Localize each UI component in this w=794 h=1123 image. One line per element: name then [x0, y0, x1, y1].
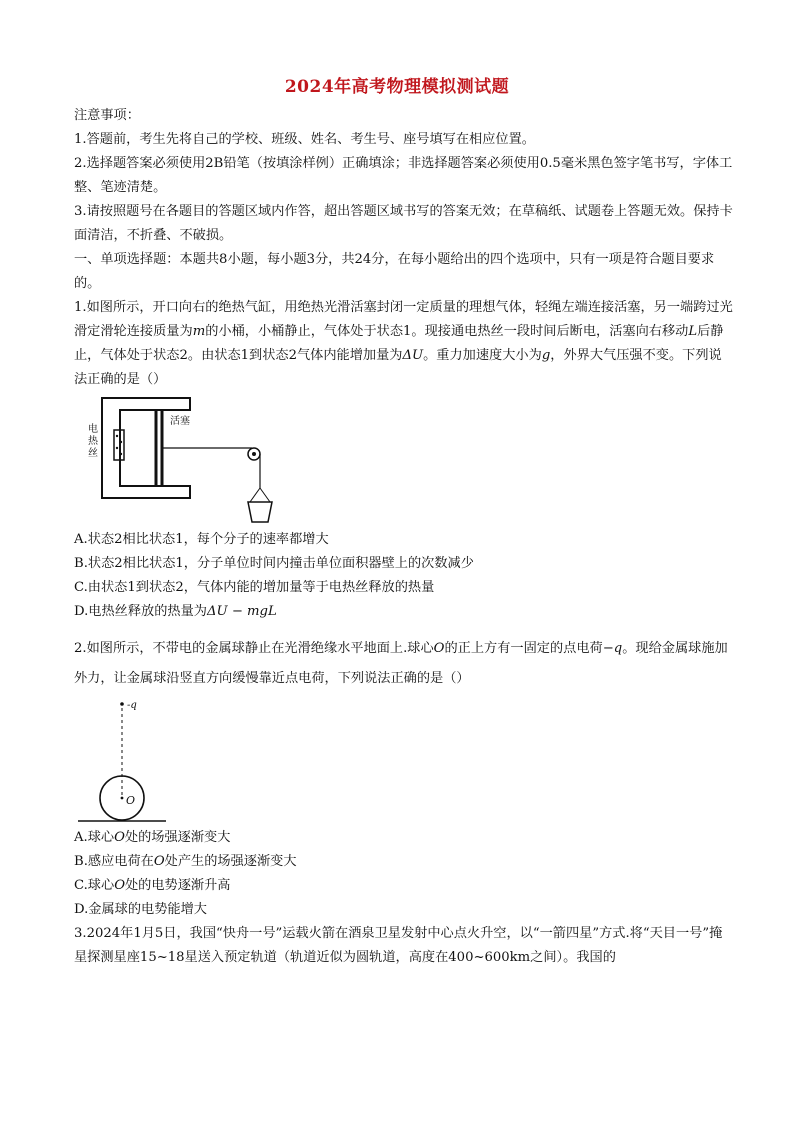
q2-option-text: B.感应电荷在: [74, 854, 154, 869]
q1-stem-part: 后静止，气体处于状态2。由状态1到状态2气体内能增加量为: [74, 324, 724, 363]
q1-option: A.状态2相比状态1，每个分子的速率都增大: [74, 532, 329, 547]
q1-stem-part: 的小桶，小桶静止，气体处于状态1。现接通电热丝一段时间后断电，活塞向右移动: [205, 324, 689, 339]
page-title: 2024年高考物理模拟测试题: [284, 77, 510, 97]
q2-option-text: 处的场强逐渐变大: [124, 830, 231, 845]
q2-option: [74, 850, 734, 874]
piston-label: 活塞: [170, 416, 190, 427]
q1-option: C.由状态1到状态2，气体内能的增加量等于电热丝释放的热量: [74, 580, 435, 595]
question-1-stem: [74, 296, 734, 392]
notice-item: 3.请按照题号在各题目的答题区域内作答，超出答题区域书写的答案无效；在草稿纸、试题卷上答题无效。保持卡面清洁，不折叠、不破损。: [74, 204, 733, 243]
notice-header: 注意事项：: [74, 108, 140, 123]
question-2-stem: [74, 634, 734, 694]
heater-label: 热: [88, 436, 98, 447]
q2-option-math: O: [114, 878, 125, 893]
q2-stem-part: 的正上方有一固定的点电荷: [444, 641, 603, 656]
q1-optD-math: ΔU − mgL: [206, 604, 277, 619]
section-heading: 一、单项选择题：本题共8小题，每小题3分，共24分，在每小题给出的四个选项中，只有一项是符合题目要求的。: [74, 252, 715, 291]
notice-item: 1.答题前，考生先将自己的学校、班级、姓名、考生号、座号填写在相应位置。: [74, 132, 535, 147]
q2-option-text: D.金属球的电势能增大: [74, 902, 207, 917]
q1-math-m: m: [192, 324, 206, 339]
q1-optD-text: D.电热丝释放的热量为: [74, 604, 207, 619]
q2-math-q: −q: [602, 641, 623, 656]
q2-option: [74, 874, 734, 898]
center-label: O: [126, 794, 136, 807]
heater-label: 丝: [88, 448, 98, 459]
metal-ball-figure: [74, 694, 194, 826]
q1-math-L: L: [688, 324, 698, 339]
q2-option-text: 处产生的场强逐渐变大: [164, 854, 297, 869]
notice-item: 2.选择题答案必须使用2B铅笔（按填涂样例）正确填涂；非选择题答案必须使用0.5毫米黑色签字笔书写，字体工整、笔迹清楚。: [74, 156, 733, 195]
cylinder-pulley-figure: [74, 392, 294, 528]
q1-stem-part: 。重力加速度大小为: [423, 348, 542, 363]
spacer: [74, 624, 734, 634]
heater-label: 电: [88, 424, 98, 435]
q1-math-g: g: [541, 348, 551, 363]
q2-stem-part: 2.如图所示，不带电的金属球静止在光滑绝缘水平地面上.球心: [74, 641, 434, 656]
exam-content: [74, 104, 734, 970]
q2-option-text: 处的电势逐渐升高: [125, 878, 231, 893]
q2-option: [74, 826, 734, 850]
q2-stem-part: 。现给金属球施加外力，让金属球沿竖直方向缓慢靠近点电荷，下列说法正确的是（）: [74, 641, 728, 686]
q1-option: B.状态2相比状态1，分子单位时间内撞击单位面积器壁上的次数减少: [74, 556, 474, 571]
q2-option-text: A.球心: [74, 830, 115, 845]
q1-stem-part: 1.如图所示，开口向右的绝热气缸，用绝热光滑活塞封闭一定质量的理想气体，轻绳左端连接活塞，另一端跨过光滑定滑轮连接质量为: [74, 300, 733, 339]
q2-math-O: O: [433, 641, 445, 656]
question-3-stem: 3.2024年1月5日，我国“快舟一号”运载火箭在酒泉卫星发射中心点火升空，以“一箭四星”方式.将“天目一号”掩星探测星座15~18星送入预定轨道（轨道近似为圆轨道，高度在400~600km之间）。我国的: [74, 926, 723, 965]
q1-option: [74, 600, 734, 624]
q2-option: [74, 898, 734, 922]
q1-math-dU: ΔU: [402, 348, 424, 363]
q1-stem-part: ，外界大气压强不变。下列说法正确的是（）: [74, 348, 722, 387]
charge-label: -q: [127, 700, 137, 711]
q2-option-math: O: [114, 830, 125, 845]
q2-option-text: C.球心: [74, 878, 115, 893]
q2-option-math: O: [153, 854, 165, 869]
